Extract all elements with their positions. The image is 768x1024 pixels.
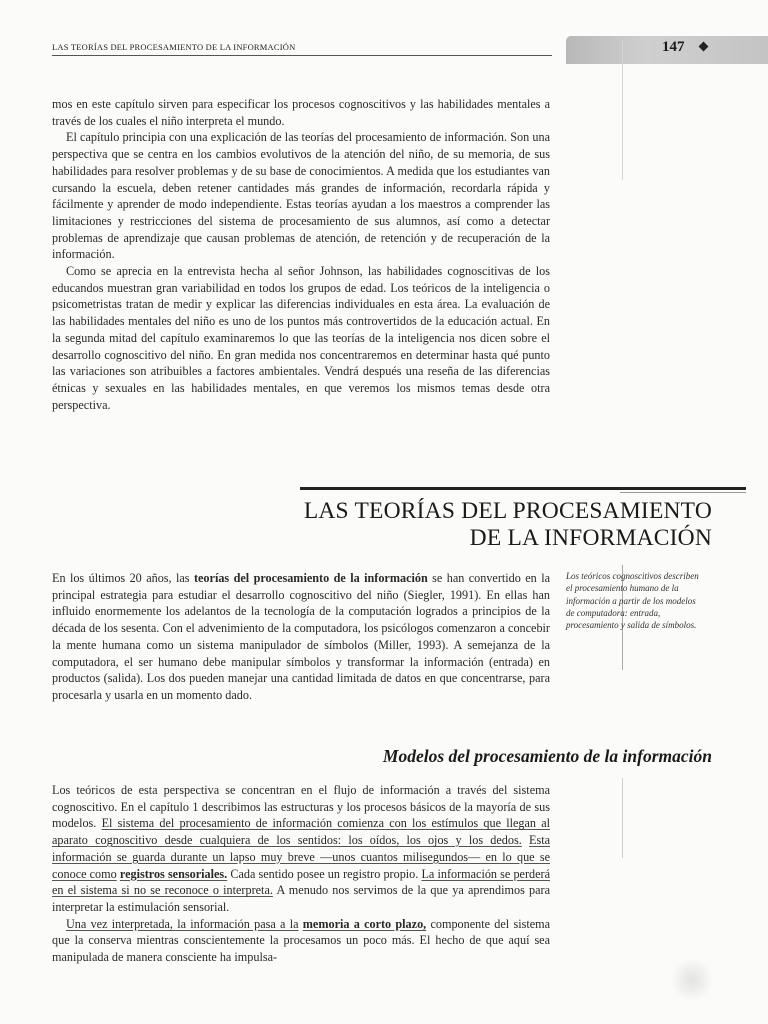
text-run: A menudo nos servimos de la que ya aprendimos para interpretar la estimulación sensorial. [52, 883, 550, 914]
section-rule [300, 487, 746, 490]
page-number: 147 [662, 39, 685, 55]
models-paragraph [52, 782, 550, 916]
running-head: LAS TEORÍAS DEL PROCESAMIENTO DE LA INFORMACIÓN [52, 42, 552, 56]
margin-line [622, 778, 623, 858]
underlined-text: La información se perderá en el sistema si no se reconoce o interpreta. [52, 866, 550, 898]
section-title [300, 498, 712, 552]
section-title-line: LAS TEORÍAS DEL PROCESAMIENTO [303, 498, 712, 524]
models-text [52, 782, 550, 966]
section-paragraph [52, 570, 550, 704]
margin-note: Los teóricos cognoscitivos describen el procesamiento humano de la información a partir de los modelos de computadora: entrada, procesamiento y salida de símbolos. [566, 571, 699, 631]
text-run: En los últimos 20 años, las [52, 571, 194, 585]
intro-paragraph: Como se aprecia en la entrevista hecha al señor Johnson, las habilidades cognoscitivas de los educandos muestran gran variabilidad en todos los grupos de edad. Los teóricos de la inteligencia o psicometristas tratan de medir y explicar las diferencias individuales en esta área. La evaluación de las habilidades mentales del niño es uno de los puntos más controvertidos de la educación actual. En la segunda mitad del capítulo examinaremos lo que las teorías de la inteligencia nos dicen sobre el desarrollo cognoscitivo del niño. En gran medida nos concentraremos en determinar hasta qué punto las variaciones son atribuibles a factores ambientales. Vendrá después una reseña de las diferencias étnicas y sexuales en las habilidades mentales, en que veremos los mismos temas desde otra perspectiva. [52, 264, 550, 412]
underlined-text: Una vez interpretada, la información pasa a la [66, 916, 299, 931]
underlined-text: El sistema del procesamiento de información comienza con los estímulos que llegan al aparato cognoscitivo desde cualquiera de los sentidos: los oídos, los ojos y los dedos. [52, 816, 550, 848]
key-term: memoria a corto plazo, [302, 916, 427, 931]
text-run: se han convertido en la principal estrategia para estudiar el desarrollo cognoscitivo del niño (Siegler, 1991). En ellas han influido enormemente los adelantos de la tecnología de la computación logrados a principios de la década de los sesenta. Con el advenimiento de la computadora, los psicólogos comenzaron a concebir la mente humana como un sistema manipulador de símbolos (Miller, 1993). A semejanza de la computadora, el ser humano debe manipular símbolos y transformar la información (entrada) en productos (salida). Los dos pueden manejar una cantidad limitada de datos en que concentrarse, para procesarla y usarla en un momento dado. [52, 571, 550, 702]
scan-smudge [668, 960, 716, 1000]
text-run: componente del sistema que la conserva mientras conscientemente la procesamos un poco más. El hecho de que aquí sea manipulada de manera consciente ha impulsa- [52, 916, 551, 965]
key-term: registros sensoriales. [119, 866, 228, 881]
subsection-title: Modelos del procesamiento de la información [382, 746, 712, 766]
models-paragraph [52, 916, 550, 966]
section-rule-thin [620, 492, 746, 493]
text-run [522, 833, 529, 847]
section-title-line: DE LA INFORMACIÓN [469, 525, 712, 551]
intro-paragraph: El capítulo principia con una explicación de las teorías del procesamiento de información. Son una perspectiva que se centra en los cambios evolutivos de la atención del niño, de su memoria, de sus habilidades para resolver problemas y de su base de conocimientos. A medida que los estudiantes van cursando la escuela, deben retener cantidades más grandes de información, recordarla rápida y fácilmente y aprender de modo independiente. Estas teorías ayudan a los maestros a comprender las limitaciones y restricciones del sistema de procesamiento de sus alumnos, así como a detectar problemas de aprendizaje que causan problemas de atención, de retención y de recuperación de la información. [52, 130, 550, 262]
intro-paragraph: mos en este capítulo sirven para especificar los procesos cognoscitivos y las habilidades mentales a través de los cuales el niño interpreta el mundo. [52, 97, 550, 128]
section-text [52, 570, 550, 704]
underlined-text: Esta información se guarda durante un lapso muy breve —unos cuantos milisegundos— en lo que se conoce como [52, 833, 551, 881]
text-run: Cada sentido posee un registro propio. [227, 866, 422, 881]
text-run: Los teóricos de esta perspectiva se concentran en el flujo de información a través del sistema cognoscitivo. En el capítulo 1 describimos las estructuras y los procesos básicos de la mayoría de sus modelos. [52, 783, 550, 831]
margin-divider [622, 40, 623, 180]
key-term: teorías del procesamiento de la información [193, 571, 428, 585]
intro-text [52, 96, 550, 413]
